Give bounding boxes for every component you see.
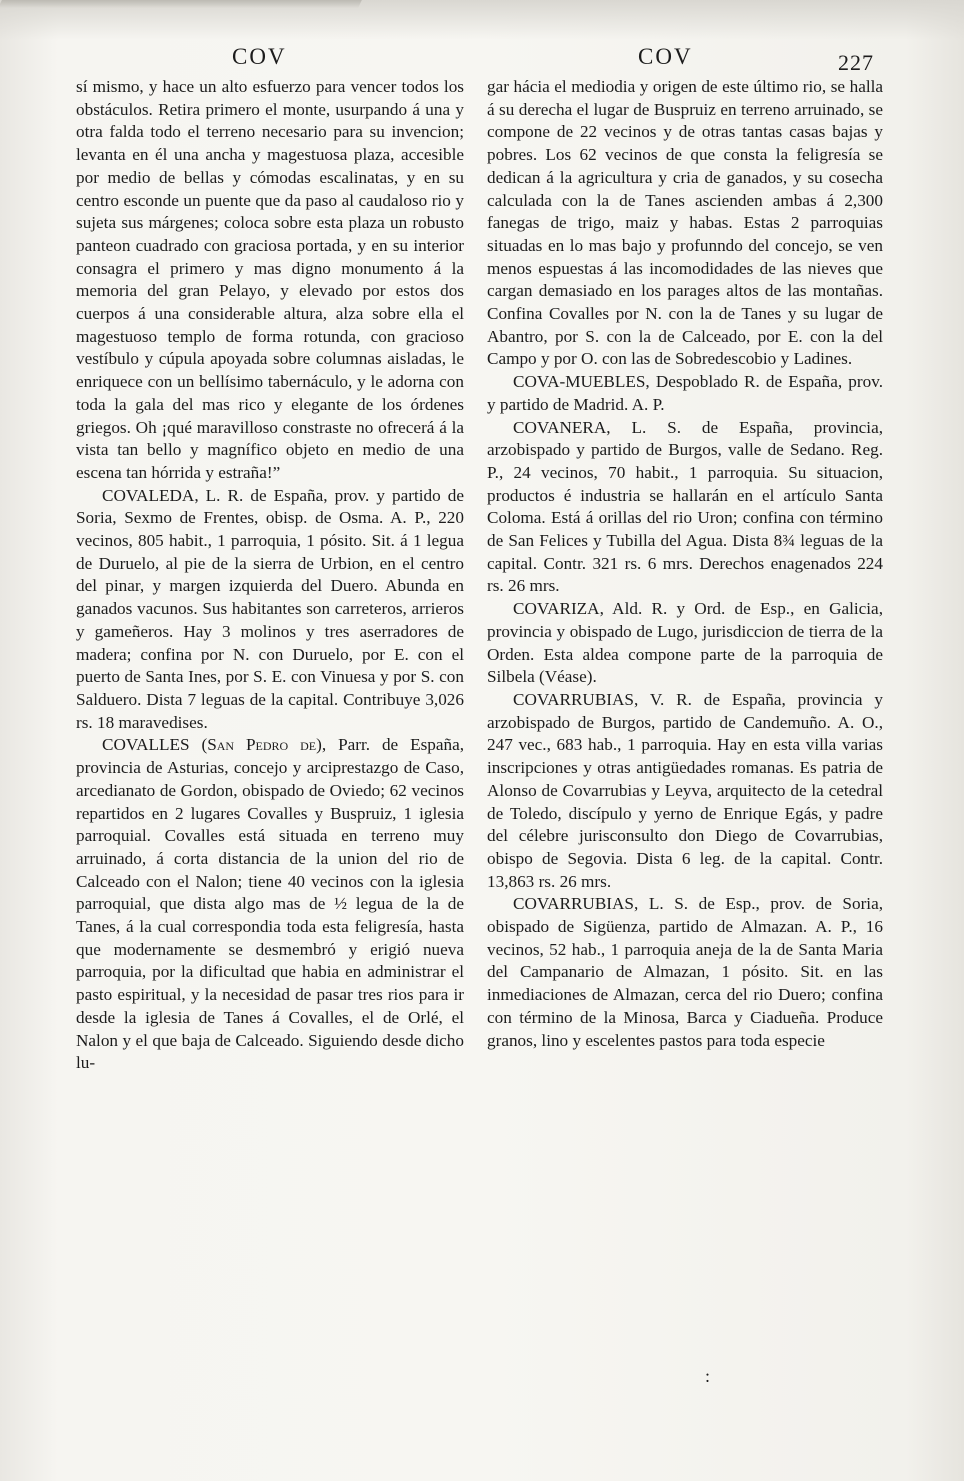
- footer-mark: :: [705, 1366, 711, 1386]
- running-head-right: COV: [638, 44, 693, 69]
- entry-parenthetical: (San Pedro de): [201, 735, 322, 755]
- entry-text: , L. R. de España, prov. y partido de Soria, Sexmo de Frentes, obisp. de Osma. A. P., 220 vecinos, 805 habit., 1 parroquia, 1 pósito. Sit. á 1 legua de Duruelo, al pie de la sierra de Urbion, en el centro del pinar, y margen izquierda del Duero. Abunda en ganados vacunos. Sus habitantes son carreteros, arrieros y gameñeros. Hay 3 molinos y tres aserradores de madera; confina por N. con Duruelo, por E. con el puerto de Santa Ines, por S. E. con Vinuesa y por S. con Salduero. Dista 7 leguas de la capital. Contribuye 3,026 rs. 18 maravedises.: [76, 485, 464, 732]
- left-column: [76, 76, 464, 1075]
- entry-text: , L. S. de Esp., prov. de Soria, obispado de Sigüenza, partido de Almazan. A. P., 16 vecinos, 52 hab., 1 parroquia aneja de la de Santa Maria del Campanario de Almazan, 1 pósito. Sit. en las inmediaciones de Almazan, cerca del rio Duero; confina con término de la Minosa, Barca y Ciadueña. Produce granos, lino y escelentes pastos para toda especie: [487, 894, 883, 1050]
- entry-covalles: [76, 734, 464, 1075]
- entry-covanera: [487, 417, 883, 599]
- page-fold-shadow: [0, 0, 362, 8]
- entry-head: COVARRUBIAS: [513, 689, 634, 709]
- entry-text: , Ald. R. y Ord. de Esp., en Galicia, provincia y obispado de Lugo, jurisdiccion de tierra de la Orden. Esta aldea compone parte de la parroquia de Silbela (Véase).: [487, 599, 883, 687]
- entry-cova-muebles: [487, 371, 883, 416]
- entry-head: COVA-MUEBLES: [513, 372, 646, 392]
- entry-covarrubias-soria: [487, 893, 883, 1052]
- entry-text: , L. S. de España, provincia, arzobispado y partido de Burgos, valle de Sedano. Reg. P., 24 vecinos, 70 habit., 1 parroquia. Su situacion, productos é industria se hallarán en el artículo Santa Coloma. Está á orillas del rio Uron; confina con término de San Felices y Tubilla del Agua. Dista 8¾ leguas de la capital. Contr. 321 rs. 6 mrs. Derechos enagenados 224 rs. 26 mrs.: [487, 417, 883, 596]
- right-column: [487, 76, 883, 1052]
- page-number: 227: [838, 50, 874, 75]
- entry-head: COVARRUBIAS: [513, 894, 634, 914]
- continuation-paragraph: gar hácia el mediodia y origen de este último rio, se halla á su derecha el lugar de Buspruiz en terreno arruinado, se compone de 22 vecinos y de otras tantas casas bajas y pobres. Los 62 vecinos de que consta la feligresía se dedican á la agricultura y cria de ganados, y su cosecha calculada con la de Tanes ascienden ambas á 2,300 fanegas de trigo, maiz y habas. Estas 2 parroquias situadas en lo mas bajo y profunndo del concejo, se ven menos espuestas á las incomodidades de las nieves que cargan demasiado en los parages altos de las montañas. Confina Covalles por N. con la de Tanes y su lugar de Abantro, por S. con la de Calceado, por E. con la del Campo y por O. con las de Sobredescobio y Ladines.: [487, 77, 883, 369]
- entry-text: , V. R. de España, provincia y arzobispado de Burgos, partido de Candemuño. A. O., 247 vec., 683 hab., 1 parroquia. Hay en esta villa varias inscripciones y otras antigüedades romanas. Es patria de Alonso de Covarrubias y Leyva, arquitecto de la cetedral de Toledo, discípulo y yerno de Enrique Egás, y padre del célebre jurisconsulto don Diego de Covarrubias, obispo de Segovia. Dista 6 leg. de la capital. Contr. 13,863 rs. 26 mrs.: [487, 689, 883, 891]
- entry-head: COVALEDA: [102, 485, 195, 505]
- entry-head: COVALLES: [102, 735, 190, 755]
- running-head-left: COV: [232, 44, 287, 69]
- entry-covariza: [487, 598, 883, 689]
- continuation-paragraph: sí mismo, y hace un alto esfuerzo para vencer todos los obstáculos. Retira primero el monte, usurpando á una y otra falda todo el terreno necesario para su invencion; levanta en él una ancha y magestuosa plaza, accesible por medio de bellas y cómodas escalinatas, y en su centro esconde un puente que da paso al caudaloso rio y sujeta sus márgenes; coloca sobre esta plaza un robusto panteon cuadrado con graciosa portada, y en su interior consagra el primero y mas digno monumento á la memoria del gran Pelayo, y elevado por estos dos cuerpos á una considerable altura, alza sobre ella el magestuoso templo de forma rotunda, con gracioso vestíbulo y cúpula apoyada sobre columnas aisladas, le enriquece con un bellísimo tabernáculo, y le adorna con toda la gala del mas rico y elegante de los órdenes griegos. Oh ¡qué maravilloso constraste no ofrecerá á la vista tan bello y magnífico objeto en medio de una escena tan hórrida y estraña!”: [76, 77, 464, 482]
- entry-head: COVANERA: [513, 417, 607, 437]
- entry-covaleda: [76, 485, 464, 735]
- entry-covarrubias-burgos: [487, 689, 883, 893]
- entry-head: COVARIZA: [513, 599, 600, 619]
- entry-text: , Despoblado R. de España, prov. y partido de Madrid. A. P.: [487, 372, 883, 414]
- entry-text: , Parr. de España, provincia de Asturias, concejo y arciprestazgo de Caso, arcedianato de Gordon, obispado de Oviedo; 62 vecinos repartidos en 2 lugares Covalles y Buspruiz, 1 iglesia parroquial. Covalles está situada en terreno muy arruinado, á corta distancia de la union del rio de Calceado con el Nalon; tiene 40 vecinos con la iglesia parroquial, que dista algo mas de ½ legua de la de Tanes, á la cual correspondia toda esta feligresía, hasta que modernamente se desmembró y erigió nueva parroquia, por la dificultad que habia en administrar el pasto espiritual, y la necesidad de pasar tres rios para ir desde la iglesia de Tanes á Covalles, el de Orlé, el Nalon y el que baja de Calceado. Siguiendo desde dicho lu-: [76, 735, 465, 1073]
